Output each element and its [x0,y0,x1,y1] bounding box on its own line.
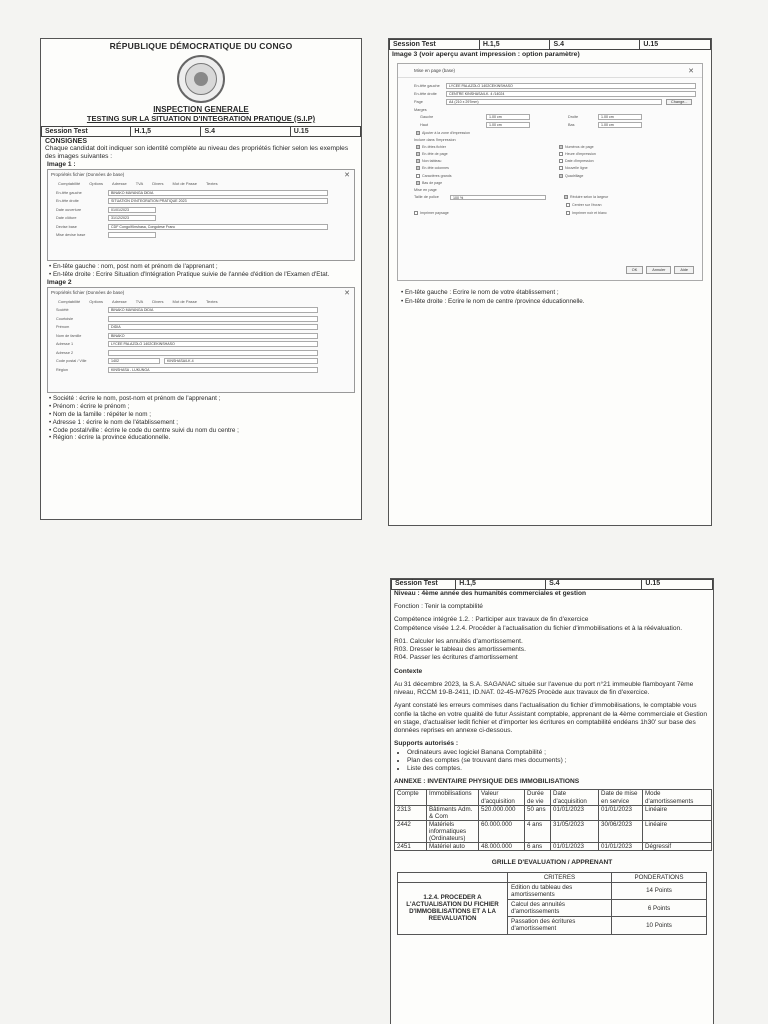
image1-label: Image 1 : [47,161,76,169]
criterion-cell: Passation des écritures d'amortissement [508,917,612,934]
bw-checkbox[interactable]: Imprimer noir et blanc [566,210,607,217]
list-item: • Prénom : écrire le prénom ; [49,403,130,411]
list-item: • Plan des comptes (se trouvant dans mes documents) ; [407,757,713,765]
column-header [398,872,508,882]
change-button[interactable]: Change... [666,99,692,105]
property-row [48,357,354,366]
close-icon[interactable]: ✕ [688,68,694,75]
header-left-field[interactable]: BINAKO MAYANGA DIDIA [108,190,328,196]
tab-adresse[interactable]: Adresse [112,181,127,187]
checkbox-box[interactable] [416,131,420,135]
resource-item: R01. Calculer les annuités d'amortissement. [394,637,523,645]
field-label: Devise base [56,224,77,229]
property-row [48,214,354,223]
property-row [48,332,354,341]
integrated-competence: Compétence intégrée 1.2. : Participer aux travaux de fin d'exercice [394,616,589,624]
criterion-cell: Edition du tableau des amortissements [508,882,612,899]
option-checkbox[interactable]: Quadrillage [559,172,702,179]
property-row [48,188,354,197]
field-label: Page [414,100,423,104]
duration-cell: H.1,5 [131,127,201,137]
list-item: • En-tête droite : Ecrire le nom de centre /province éducationnelle. [401,297,585,305]
field-label: Date clôture [56,216,77,221]
table-cell: Dégressif [643,843,712,851]
field-label: Courtoisie [56,316,74,321]
option-checkbox[interactable]: En-tête de page [416,150,559,157]
table-cell: 4 ans [525,820,551,842]
field-label: En-tête droite [414,92,437,96]
test-sheet-page-3 [390,578,714,1024]
field-label: Taille de police [414,195,439,200]
option-checkbox[interactable]: Centrer sur l'écran [566,202,601,209]
tab-divers[interactable]: Divers [152,181,164,187]
city-field[interactable]: KINSHASA/LK.4 [164,358,318,364]
column-header: Mode d'amortissements [643,790,712,805]
consignes-title: CONSIGNES [45,138,88,145]
adjust-checkbox[interactable]: Ajouter à la zone d'impression [398,129,702,136]
image2-label: Image 2 [47,279,72,287]
skill-cell: S.4 [550,40,640,50]
file-properties-dialog-2 [47,287,355,393]
supports-list [391,749,713,774]
list-item: • Adresse 1 : écrire le nom de l'établissement ; [49,418,179,426]
session-table [389,39,711,50]
resource-item: R03. Dresser le tableau des amortissements. [394,646,526,654]
tab-mot-de-passe[interactable]: Mot de Passe [172,181,198,187]
field-label: Code postal / Ville [56,359,87,364]
skill-cell: S.4 [546,580,642,590]
tab-divers[interactable]: Divers [152,299,164,305]
option-checkbox[interactable]: Nouvelle ligne [559,165,702,172]
level-text: Niveau : 4ème année des humanités commerciales et gestion [394,590,587,597]
table-cell: 01/01/2023 [551,805,599,820]
field-label: Adresse 2 [56,350,74,355]
context-paragraph-1: Au 31 décembre 2023, la S.A. SAGANAC située sur l'avenue du port n°21 immeuble flamboyant 7ème niveau, RCCM 19-B-2411, ID.NAT. 02-45-M7625 Procède aux travaux de fin d'exercice. [394,680,694,697]
field-label: Date ouverture [56,207,82,212]
table-cell: Bâtiments Adm. & Com [427,805,479,820]
option-checkbox[interactable]: Caractères grands [416,172,559,179]
duration-cell: H.1,5 [456,580,546,590]
close-icon[interactable]: ✕ [344,290,350,298]
table-cell: Matériels informatiques (Ordinateurs) [427,820,479,842]
table-cell: Linéaire [643,820,712,842]
header-right-row [398,90,702,98]
table-cell: 60.000.000 [479,820,525,842]
tab-textes[interactable]: Textes [206,299,218,305]
list-item: • Ordinateurs avec logiciel Banana Comptabilité ; [407,749,713,757]
list-item: • En-tête gauche : nom, post nom et prénom de l'apprenant ; [49,263,218,271]
list-item: • Liste des comptes. [407,765,713,773]
criterion-cell: Calcul des annuités d'amortissements [508,900,612,917]
unit-cell: U.15 [642,580,713,590]
page-setup-dialog [397,63,703,281]
property-row [48,205,354,214]
inspection-title: INSPECTION GENERALE [153,105,249,114]
session-table [41,126,361,137]
option-checkbox[interactable]: En-têtes fichier [416,143,559,150]
national-seal-icon [177,55,225,103]
field-label: Nom de famille [56,333,82,338]
dialog-buttons [626,266,694,274]
option-checkbox[interactable]: Heure d'impression [559,150,702,157]
list-item: • Code postal/ville : écrire le code du centre suivi du nom du centre ; [49,426,239,434]
evaluation-grid-table [397,872,707,935]
function-text: Fonction : Tenir la comptabilité [394,603,483,611]
context-title: Contexte [394,667,423,675]
dialog-title: Mise en page (base) [398,64,702,78]
tab-tva[interactable]: TVA [135,181,144,187]
table-cell: 520.000.000 [479,805,525,820]
table-cell: 30/06/2023 [599,820,643,842]
property-row [48,222,354,231]
table-cell: 50 ans [525,805,551,820]
file-properties-dialog-1 [47,169,355,261]
list-item: • Société : écrire le nom, post-nom et prénom de l'apprenant ; [49,395,221,403]
margin-top-field[interactable]: 1.00 cm [486,122,530,128]
assets-inventory-table [394,789,712,851]
property-row [48,323,354,332]
property-row [48,340,354,349]
list-item: • En-tête gauche : Ecrire le nom de votre établissement ; [401,289,559,296]
column-header: CRITERES [508,872,612,882]
column-header: Date d'acquisition [551,790,599,805]
table-cell: 48.000.000 [479,843,525,851]
region-field[interactable]: KINSHASA - LUKUNGA [108,367,318,373]
session-table [391,579,713,590]
margin-row [398,121,702,129]
property-row [48,315,354,324]
cancel-button[interactable]: Annuler [646,266,671,274]
margin-right-field[interactable]: 1.00 cm [598,114,642,120]
option-checkbox[interactable]: Non tableau [416,158,559,165]
tab-comptabilite[interactable]: Comptabilité [58,181,81,187]
closing-date-field[interactable]: 31/12/2023 [108,215,156,221]
image3-label: Image 3 (voir aperçu avant impression : option paramètre) [392,51,580,58]
table-row [395,843,712,851]
skill-cell: S.4 [201,127,290,137]
weight-cell: 10 Points [612,917,707,934]
center-row [398,201,702,209]
opening-date-field[interactable]: 01/01/2023 [108,207,156,213]
session-cell: Session Test [390,40,480,50]
table-cell: 2313 [395,805,427,820]
test-sheet-page-1 [40,38,362,520]
tab-options[interactable]: Options [89,299,104,305]
field-label: En-tête gauche [414,84,440,88]
grid-title: GRILLE D'EVALUATION / APPRENANT [491,859,613,867]
option-checkbox[interactable]: Numéros de page [559,143,702,150]
courtesy-field[interactable] [108,316,318,322]
field-label: Haut [420,123,429,127]
list-item: • En-tête droite : Ecrire Situation d'Intégration Pratique suivie de l'année d'édition de l'Examen d'Etat. [49,271,330,279]
test-sheet-page-2 [388,38,712,526]
table-cell: 6 ans [525,843,551,851]
tab-mot-de-passe[interactable]: Mot de Passe [172,299,198,305]
field-label: Adresse 1 [56,342,74,347]
table-row [395,820,712,842]
dialog-title: Propriétés fichier (Données de base) [51,290,125,296]
unit-cell: U.15 [640,40,711,50]
tab-tva[interactable]: TVA [135,299,144,305]
duration-cell: H.1,5 [479,40,550,50]
testing-title: TESTING SUR LA SITUATION D'INTEGRATION PRATIQUE (S.I.P) [86,114,316,123]
tab-adresse[interactable]: Adresse [112,299,127,305]
first-name-field[interactable]: DIDIA [108,324,318,330]
property-row [48,349,354,358]
field-label: Droite [568,115,579,119]
font-size-row [398,193,702,201]
font-size-field[interactable]: 100 % [450,195,546,201]
table-header-row [395,790,712,805]
table-cell: 31/05/2023 [551,820,599,842]
tab-options[interactable]: Options [89,181,104,187]
supports-title: Supports autorisés : [394,740,459,748]
column-header: PONDERATIONS [612,872,707,882]
consignes-text: Chaque candidat doit indiquer son identité complète au niveau des propriétés fichier selon les exemples des images suivantes : [45,145,349,161]
page-size-row [398,98,702,106]
field-label: Mise devise base [56,233,86,238]
dialog-title: Propriétés fichier (Données de base) [51,172,125,178]
column-header: Valeur d'acquisition [479,790,525,805]
base-currency-select[interactable]: CDF Congo/Kinshasa, Congolese Franc [108,224,328,230]
margin-row [398,113,702,121]
option-checkbox[interactable]: Réduire selon la largeur [564,194,608,201]
address2-field[interactable] [108,350,318,356]
currency-field[interactable] [108,232,156,238]
option-checkbox[interactable]: Bas de page [416,179,559,186]
header-left-row [398,82,702,90]
table-cell: Matériel auto [427,843,479,851]
dialog-tabs [48,297,354,306]
column-header: Immobilisations [427,790,479,805]
weight-cell: 6 Points [612,900,707,917]
close-icon[interactable]: ✕ [344,172,350,180]
help-button[interactable]: Aide [674,266,694,274]
field-label: Région [56,367,69,372]
margins-title: Marges [414,108,427,112]
header-left-field[interactable]: LYCEE PALAZOLO 1402CEKINSHASO [446,83,696,89]
table-cell: 01/01/2023 [599,805,643,820]
resource-item: R04. Passer les écritures d'amortissement [394,654,518,662]
dialog-tabs [48,179,354,188]
option-checkbox[interactable]: Date d'impression [559,158,702,165]
table-cell: 01/01/2023 [551,843,599,851]
table-header-row [398,872,707,882]
image1-instructions [41,263,361,279]
property-row [48,197,354,206]
option-checkbox[interactable]: En-tête colonnes [416,165,559,172]
column-header: Compte [395,790,427,805]
property-row [48,306,354,315]
landscape-row [398,209,702,217]
header-right-field[interactable]: SITUATION D'INTEGRATION PRATIQUE 2023 [108,198,328,204]
field-label: Bas [568,123,575,127]
field-label: Gauche [420,115,434,119]
image3-instructions [389,281,711,314]
session-cell: Session Test [42,127,131,137]
property-row [48,231,354,240]
field-label: Société [56,308,69,313]
last-name-field[interactable]: BINAKO [108,333,318,339]
print-options-grid [398,143,702,186]
address1-field[interactable]: LYCEE PALAZOLO 1402CEKINSHASO [108,341,318,347]
header-right-field[interactable]: CENTRE KINSHASA/LK. 4 /14024 [446,91,696,97]
context-paragraph-2: Ayant constaté les erreurs commises dans l'actualisation du fichier d'immobilisations, le comptable vous confie la tâche en votre qualité de futur Assistant comptable, apprenant de la 4ème commerciale et Gestion en stage, d'actualiser ledit fichier et d'importer les écritures en comptabilité endéans 1h30' sur base des données reprises en annexe ci-dessous. [394,702,708,735]
annex-title: ANNEXE : INVENTAIRE PHYSIQUE DES IMMOBILISATIONS [394,778,580,786]
company-field[interactable]: BINAKO MAYANGA DIDIA [108,307,318,313]
table-row [398,882,707,899]
session-cell: Session Test [392,580,456,590]
country-header: RÉPUBLIQUE DÉMOCRATIQUE DU CONGO [109,41,293,51]
property-row [48,366,354,375]
include-title: Inclure dans l'impression [414,138,456,143]
image2-instructions [41,395,361,442]
margin-left-field[interactable]: 1.00 cm [486,114,530,120]
competence-cell: 1.2.4. PROCEDER A L'ACTUALISATION DU FICHIER D'IMMOBILISATIONS ET A LA REEVALUATION [398,882,508,934]
table-row [395,805,712,820]
list-item: • Nom de la famille : répéter le nom ; [49,410,151,418]
table-cell: Linéaire [643,805,712,820]
field-label: En-tête droite [56,199,79,204]
table-cell: 2442 [395,820,427,842]
column-header: Date de mise en service [599,790,643,805]
list-item: • Région : écrire la province éducationnelle. [49,434,171,442]
weight-cell: 14 Points [612,882,707,899]
margin-bottom-field[interactable]: 1.00 cm [598,122,642,128]
tab-comptabilite[interactable]: Comptabilité [58,299,81,305]
column-header: Durée de vie [525,790,551,805]
tab-textes[interactable]: Textes [206,181,218,187]
table-cell: 2451 [395,843,427,851]
unit-cell: U.15 [290,127,360,137]
layout-title: Mise en page [414,188,437,193]
targeted-competence: Compétence visée 1.2.4. Procéder à l'actualisation du fichier d'immobilisations et à la réévaluation. [394,624,683,632]
field-label: En-tête gauche [56,190,82,195]
postal-code-field[interactable]: 1402 [108,358,160,364]
field-label: Prénom [56,325,70,330]
page-size-select[interactable]: A4 (210 x 297mm) [446,99,662,105]
ok-button[interactable]: OK [626,266,644,274]
table-cell: 01/01/2023 [599,843,643,851]
landscape-checkbox[interactable]: Imprimer paysage [414,210,566,217]
